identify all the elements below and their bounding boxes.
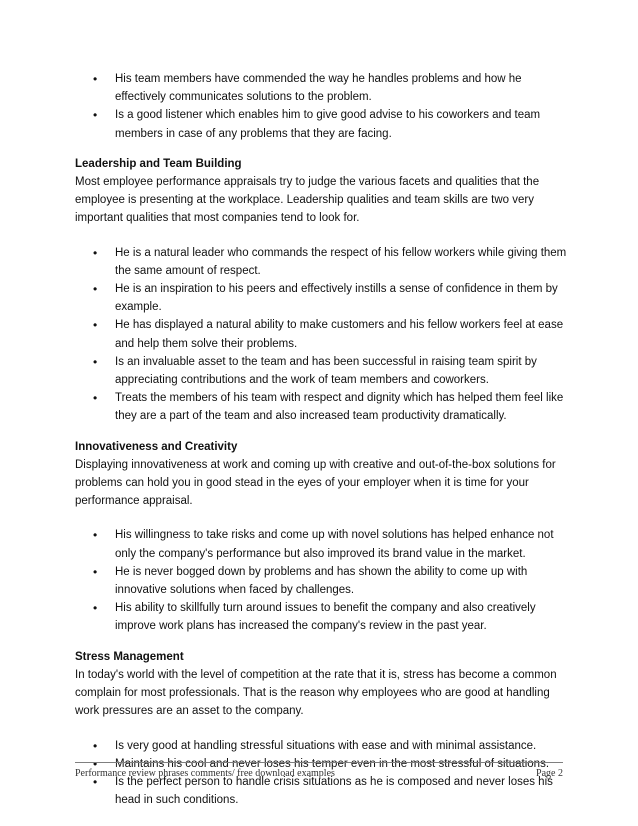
bullet-item: • His willingness to take risks and come up with novel solutions has helped enhance not only the company's performance but also improved its brand value in the market. xyxy=(75,526,570,562)
bullet-item: • His team members have commended the way he handles problems and how he effectively communicates solutions to the problem. xyxy=(75,70,570,106)
page-footer xyxy=(75,762,563,779)
section-leadership xyxy=(75,155,570,426)
bullet-list xyxy=(75,244,570,426)
section-heading: Leadership and Team Building xyxy=(75,157,242,170)
bullet-item: • Maintains his cool and never loses his temper even in the most stressful of situations. xyxy=(75,755,570,773)
bullet-item: • He is a natural leader who commands the respect of his fellow workers while giving them the same amount of respect. xyxy=(75,244,570,280)
page-content xyxy=(75,70,570,809)
bullet-item: • Is a good listener which enables him to give good advise to his coworkers and team members in case of any problems that they are facing. xyxy=(75,106,570,142)
bullet-item: • Is the perfect person to handle crisis situations as he is composed and never loses his head in such conditions. xyxy=(75,773,570,809)
section-heading: Stress Management xyxy=(75,650,184,663)
footer-title: Performance review phrases comments/ free download examples xyxy=(75,768,335,779)
bullet-item: • He is never bogged down by problems and has shown the ability to come up with innovative solutions when faced by challenges. xyxy=(75,563,570,599)
page-number: Page 2 xyxy=(536,768,563,779)
bullet-item: • Treats the members of his team with respect and dignity which has helped them feel like they are a part of the team and also increased team productivity dramatically. xyxy=(75,389,570,425)
section-heading: Innovativeness and Creativity xyxy=(75,440,238,453)
bullet-item: • He is an inspiration to his peers and effectively instills a sense of confidence in them by example. xyxy=(75,280,570,316)
section-paragraph: In today's world with the level of competition at the rate that it is, stress has become a common complain for most professionals. That is the reason why employees who are good at handling work pressures are an asset to the company. xyxy=(75,668,557,718)
section-paragraph: Displaying innovativeness at work and coming up with creative and out-of-the-box solutions for problems can hold you in good stead in the eyes of your employer when it is time for your performance appraisal. xyxy=(75,458,556,508)
bullet-item: • Is an invaluable asset to the team and has been successful in raising team spirit by appreciating contributions and the work of team members and coworkers. xyxy=(75,353,570,389)
section-innovativeness xyxy=(75,438,570,636)
bullet-list xyxy=(75,526,570,635)
intro-bullet-list xyxy=(75,70,570,143)
bullet-item: • Is very good at handling stressful situations with ease and with minimal assistance. xyxy=(75,737,570,755)
bullet-item: • His ability to skillfully turn around issues to benefit the company and also creatively improve work plans has increased the company's review in the past year. xyxy=(75,599,570,635)
section-stress-management xyxy=(75,648,570,810)
bullet-item: • He has displayed a natural ability to make customers and his fellow workers feel at ease and help them solve their problems. xyxy=(75,316,570,352)
section-paragraph: Most employee performance appraisals try to judge the various facets and qualities that the employee is presenting at the workplace. Leadership qualities and team skills are two very important qualities that most companies tend to look for. xyxy=(75,176,540,225)
